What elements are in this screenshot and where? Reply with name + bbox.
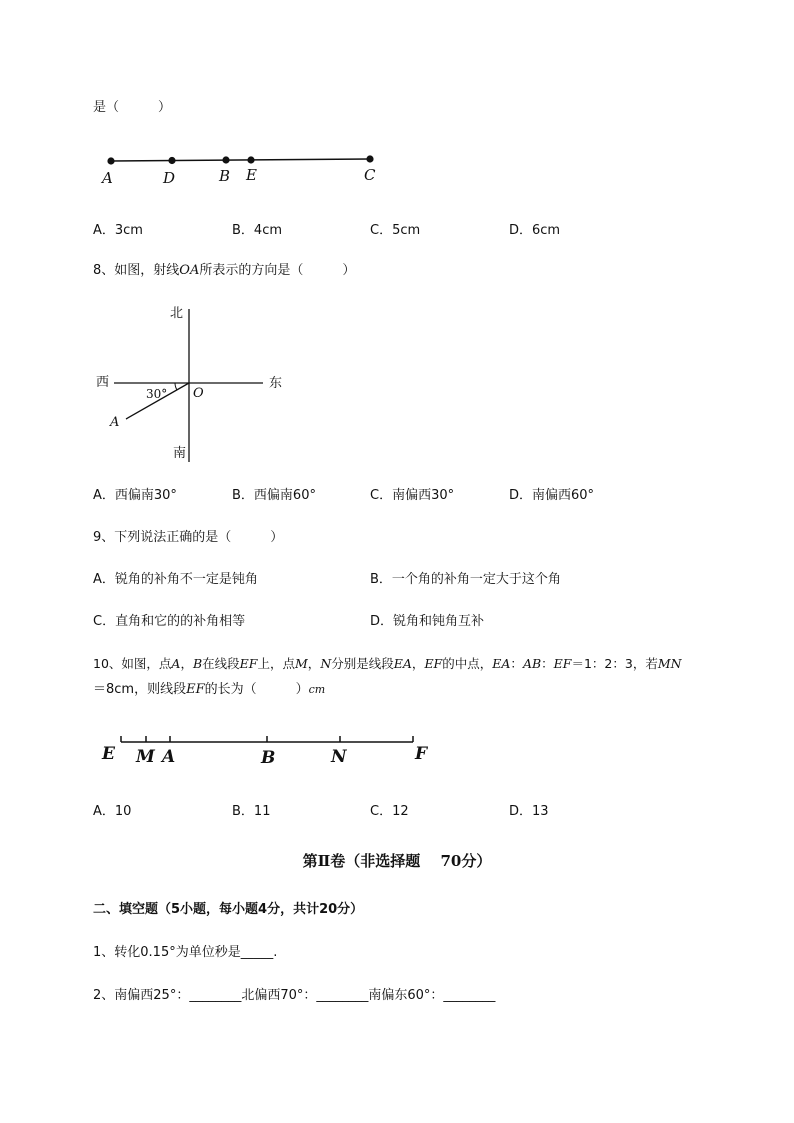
q7-label-e: E xyxy=(246,166,257,184)
q8-north-label: 北 xyxy=(170,306,184,321)
q10-option-c: C．12 xyxy=(370,804,409,819)
q10-text: ＝8cm，则线段 xyxy=(93,682,187,697)
q7-option-a: A．3cm xyxy=(93,223,143,238)
fill-question-2: 2、南偏西25°：________北偏西70°：________南偏东60°：________ xyxy=(93,988,496,1003)
q8-east-label: 东 xyxy=(269,376,283,391)
q7-option-c: C．5cm xyxy=(370,223,421,238)
q10-var: EF xyxy=(424,656,443,671)
q9-option-c: C．直角和它的的补角相等 xyxy=(93,614,246,629)
q8-option-b: B．西偏南60° xyxy=(232,488,316,503)
q8-stem-prefix: 8、如图，射线 xyxy=(93,263,180,278)
q10-label-f: F xyxy=(415,744,428,764)
q10-text: 在线段 xyxy=(202,656,240,671)
q10-text: 的中点， xyxy=(442,656,493,671)
section-heading: 二、填空题（5小题，每小题4分，共计20分） xyxy=(93,902,364,917)
q9-option-a: A．锐角的补角不一定是钝角 xyxy=(93,572,258,587)
q10-var: M xyxy=(294,656,308,671)
q8-south-label: 南 xyxy=(173,446,187,461)
q10-var: A xyxy=(171,656,181,671)
q10-var: B xyxy=(192,656,203,671)
q10-option-b: B．11 xyxy=(232,804,271,819)
q10-text: ： xyxy=(541,656,554,671)
q7-option-d: D．6cm xyxy=(509,223,561,238)
q10-text: 10、如图，点 xyxy=(93,656,172,671)
fill-question-1: 1、转化0.15°为单位秒是_____. xyxy=(93,945,278,960)
q7-stem-tail: 是（ ） xyxy=(93,100,172,115)
section-title: 第Ⅱ卷（非选择题 70分） xyxy=(302,852,492,870)
q8-origin-label: O xyxy=(193,386,204,401)
q8-west-label: 西 xyxy=(96,375,110,390)
q10-option-d: D．13 xyxy=(509,804,549,819)
q7-label-a: A xyxy=(102,169,113,187)
q7-label-b: B xyxy=(219,167,231,185)
q10-var: N xyxy=(320,656,332,671)
q8-option-a: A．西偏南30° xyxy=(93,488,177,503)
q8-stem-suffix: 所表示的方向是（ ） xyxy=(199,263,356,278)
q8-angle-label: 30° xyxy=(146,387,168,401)
q8-option-c: C．南偏西30° xyxy=(370,488,455,503)
q10-unit: cm xyxy=(308,683,326,696)
q9-stem: 9、下列说法正确的是（ ） xyxy=(93,530,284,545)
q8-option-d: D．南偏西60° xyxy=(509,488,595,503)
q10-text: ＝1：2：3，若 xyxy=(571,656,658,671)
q10-var: EF xyxy=(186,682,205,697)
q10-label-m: M xyxy=(136,747,155,767)
q9-option-d: D．锐角和钝角互补 xyxy=(370,614,485,629)
q10-var: EA xyxy=(393,656,412,671)
q10-label-e: E xyxy=(102,744,115,764)
q10-var: EA xyxy=(492,656,511,671)
q10-text: 的长为（ ） xyxy=(204,682,309,697)
q7-label-d: D xyxy=(163,169,176,187)
q10-var: MN xyxy=(657,656,682,671)
q10-text: 分别是线段 xyxy=(331,656,394,671)
q10-text: 上，点 xyxy=(257,656,295,671)
q10-var: EF xyxy=(553,656,572,671)
q10-option-a: A．10 xyxy=(93,804,132,819)
q10-text: ， xyxy=(180,656,193,671)
q10-text: ， xyxy=(307,656,321,671)
q10-text: ， xyxy=(411,656,425,671)
q9-option-b: B．一个角的补角一定大于这个角 xyxy=(370,572,561,587)
q7-option-b: B．4cm xyxy=(232,223,283,238)
q8-stem-var: OA xyxy=(179,263,200,278)
q10-label-n: N xyxy=(331,747,347,767)
q10-var: AB xyxy=(522,656,542,671)
q10-label-b: B xyxy=(261,748,276,768)
q8-point-a-label: A xyxy=(110,415,120,430)
q10-text: ： xyxy=(510,656,523,671)
q7-label-c: C xyxy=(364,166,376,184)
q10-label-a: A xyxy=(162,747,176,767)
q10-var: EF xyxy=(239,656,258,671)
